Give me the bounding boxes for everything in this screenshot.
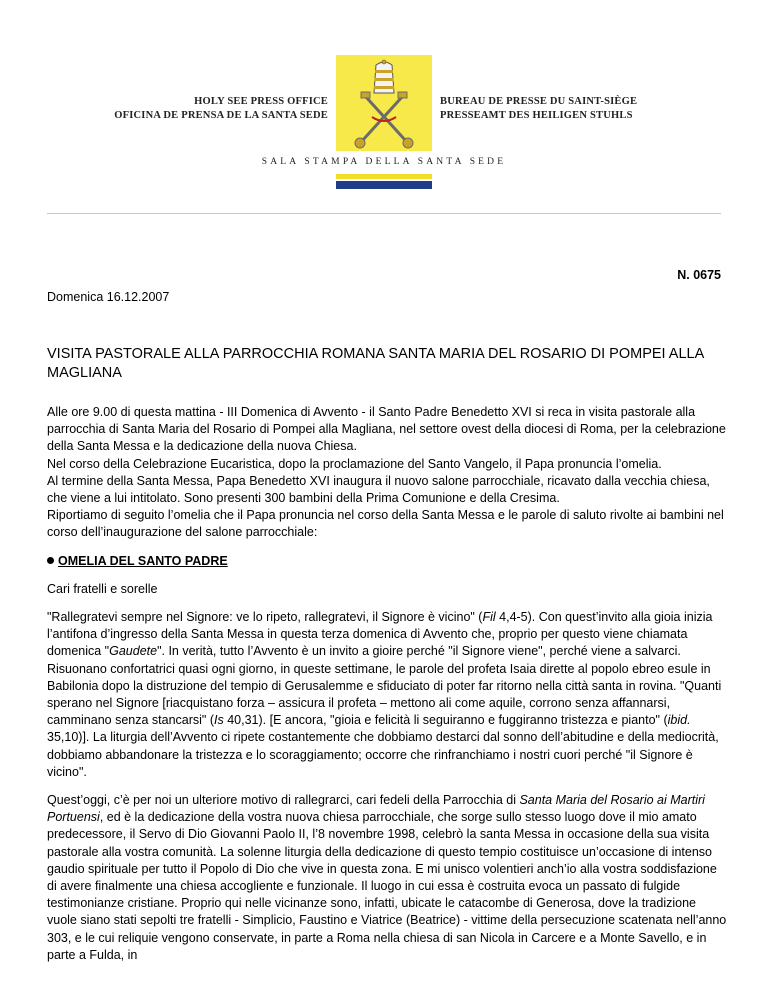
bulletin-date: Domenica 16.12.2007 bbox=[47, 290, 170, 304]
letterhead-left-line1: HOLY SEE PRESS OFFICE bbox=[194, 96, 328, 107]
letterhead-left-line2: OFICINA DE PRENSA DE LA SANTA SEDE bbox=[114, 110, 328, 121]
bullet-icon bbox=[47, 557, 54, 564]
letterhead-right bbox=[440, 95, 637, 123]
intro-paragraph: Alle ore 9.00 di questa mattina - III Domenica di Avvento - il Santo Padre Benedetto XVI si reca in visita pastorale alla parrocchia di Santa Maria del Rosario di Pompei alla Magliana, nel settore ovest della diocesi di Roma, per la celebrazione della Santa Messa e la dedicazione della nuova Chiesa. bbox=[47, 405, 726, 454]
bulletin-number: N. 0675 bbox=[677, 268, 721, 282]
text-run: 35,10)]. La liturgia dell’Avvento ci ripete costantemente che dobbiamo destarci dal sonno dell’abitudine e della mediocrità, dobbiamo abbandonare la tristezza e lo scoraggiamento; occorre che rinfranchiamo i nostri cuori perché "il Signore è vicino". bbox=[47, 730, 719, 779]
text-run: ". In verità, tutto l’Avvento è un invito a gioire perché "il Signore viene", perché viene a salvarci. Risuonano confortatrici quasi ogni giorno, in queste settimane, le parole del profeta Isaia dirette al popolo ebreo esule in Babilonia dopo la distruzione del tempio di Gerusalemme e sfiduciato di poter far ritorno nella città santa in rovina. "Quanti sperano nel Signore [riacquistano forza – assicura il profeta – mettono ali come aquile, corrono senza affannarsi, camminano senza stancarsi" ( bbox=[47, 644, 722, 728]
section-heading[interactable] bbox=[47, 553, 727, 570]
document-title: VISITA PASTORALE ALLA PARROCCHIA ROMANA SANTA MARIA DEL ROSARIO DI POMPEI ALLA MAGLIANA bbox=[47, 346, 704, 381]
section-heading-link[interactable]: OMELIA DEL SANTO PADRE bbox=[58, 553, 228, 568]
citation: Is bbox=[214, 713, 224, 728]
emphasis: Gaudete bbox=[109, 644, 158, 659]
header-divider bbox=[47, 213, 721, 214]
letterhead-left bbox=[114, 95, 328, 123]
papal-emblem-icon bbox=[336, 55, 432, 151]
emphasis: Santa Maria del Rosario ai Martiri Portuensi bbox=[47, 793, 705, 825]
intro-paragraph: Nel corso della Celebrazione Eucaristica, dopo la proclamazione del Santo Vangelo, il Papa pronuncia l’omelia. bbox=[47, 456, 662, 471]
intro-paragraph: Al termine della Santa Messa, Papa Benedetto XVI inaugura il nuovo salone parrocchiale, ricavato dalla vecchia chiesa, che viene a lui intitolato. Sono presenti 300 bambini della Prima Comunione e della Cresima. bbox=[47, 473, 710, 506]
text-run: , ed è la dedicazione della vostra nuova chiesa parrocchiale, che sorge sullo stesso luogo dove il mio amato predecessore, il Servo di Dio Giovanni Paolo II, l’8 novembre 1998, celebrò la santa Messa in occasione della sua visita pastorale alla vostra comunità. La solenne liturgia della dedicazione di questo tempio costituisce un’occasione di intenso gaudio spirituale per tutto il Popolo di Dio che vive in questa zona. E mi unisco volentieri anch’io alla vostra soddisfazione di avere finalmente una chiesa accogliente e funzionale. Il luogo in cui essa è costruita evoca un passato di fulgide testimonianze cristiane. Proprio qui nelle vicinanze sono, infatti, ubicate le catacombe di Generosa, dove la tradizione vuole siano stati sepolti tre fratelli - Simplicio, Faustino e Viatrice (Beatrice) - vittime della persecuzione scatenata nell’anno 303, e le cui reliquie vengono conservate, in parte a Roma nella chiesa di san Nicola in Carcere e a Monte Savello, e in parte a Fulda, in bbox=[47, 810, 727, 962]
text-run: "Rallegratevi sempre nel Signore: ve lo ripeto, rallegratevi, il Signore è vicino" ( bbox=[47, 610, 483, 625]
blue-stripe bbox=[336, 181, 432, 189]
letterhead-right-line1: BUREAU DE PRESSE DU SAINT-SIÈGE bbox=[440, 96, 638, 107]
greeting: Cari fratelli e sorelle bbox=[47, 581, 158, 596]
citation: ibid. bbox=[667, 713, 691, 728]
homily-paragraph-2 bbox=[47, 792, 727, 964]
homily-paragraph-1 bbox=[47, 609, 727, 781]
letterhead-subtitle: SALA STAMPA DELLA SANTA SEDE bbox=[261, 157, 507, 167]
letterhead-right-line2: PRESSEAMT DES HEILIGEN STUHLS bbox=[440, 110, 633, 121]
document-body bbox=[47, 404, 727, 964]
text-run: 4,4-5). Con quest’invito alla gioia inizia l’antifona d’ingresso della Santa Messa in questa terza domenica di Avvento che, proprio per questo viene chiamata domenica " bbox=[47, 610, 713, 659]
text-run: 40,31). [E ancora, "gioia e felicità li seguiranno e fuggiranno tristezza e pianto" ( bbox=[223, 713, 668, 728]
citation: Fil bbox=[482, 610, 496, 625]
letterhead bbox=[0, 0, 768, 200]
yellow-stripe bbox=[336, 174, 432, 179]
intro-paragraph: Riportiamo di seguito l’omelia che il Papa pronuncia nel corso della Santa Messa e le parole di saluto rivolte ai bambini nel corso dell’inaugurazione del salone parrocchiale: bbox=[47, 508, 724, 540]
text-run: Quest’oggi, c’è per noi un ulteriore motivo di rallegrarci, cari fedeli della Parrocchia di bbox=[47, 793, 520, 808]
